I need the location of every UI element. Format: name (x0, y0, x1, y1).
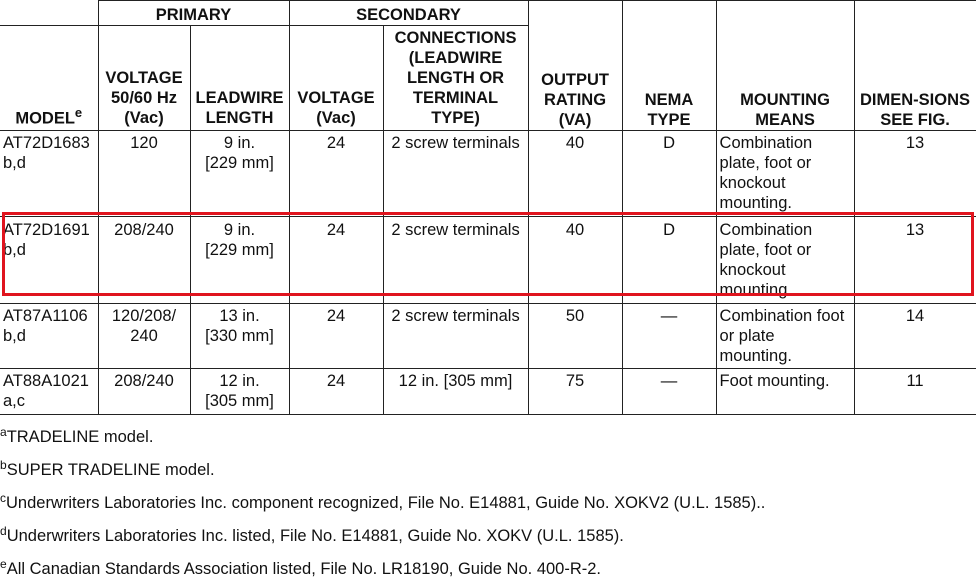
footnotes (0, 418, 765, 583)
model-cell (0, 217, 98, 304)
figure-cell: 13 (854, 217, 976, 304)
figure-cell: 14 (854, 304, 976, 369)
mounting-cell: Combination plate, foot or knockout mounting. (716, 217, 854, 304)
mounting-cell: Combination foot or plate mounting. (716, 304, 854, 369)
footnote-text: SUPER TRADELINE model. (6, 461, 215, 479)
mounting-cell: Combination plate, foot or knockout mounting. (716, 131, 854, 217)
footnote-text: Underwriters Laboratories Inc. listed, File No. E14881, Guide No. XOKV (U.L. 1585). (6, 527, 624, 545)
footnote-mark: d (0, 524, 7, 538)
footnote-mark: b (0, 458, 7, 472)
footnote (0, 550, 765, 583)
primary-header: PRIMARY (98, 1, 289, 26)
mounting-means-header: MOUNTING MEANS (716, 1, 854, 131)
table-row (0, 217, 976, 304)
secondary-header: SECONDARY (289, 1, 528, 26)
leadwire-mm: [330 mm] (205, 327, 274, 345)
header-group-row (0, 1, 976, 26)
figure-cell: 13 (854, 131, 976, 217)
table-row (0, 131, 976, 217)
footnote (0, 517, 765, 550)
model-number: AT88A1021 (3, 372, 89, 390)
connections-cell: 12 in. [305 mm] (383, 369, 528, 415)
primary-voltage-cell: 120/208/ 240 (98, 304, 190, 369)
primary-voltage-cell: 208/240 (98, 369, 190, 415)
table-row (0, 369, 976, 415)
model-header (0, 26, 98, 131)
footnote-mark: c (0, 491, 6, 505)
nema-type-cell: D (622, 217, 716, 304)
model-footnotes: b,d (3, 241, 26, 259)
secondary-voltage-cell: 24 (289, 217, 383, 304)
connections-cell: 2 screw terminals (383, 131, 528, 217)
leadwire-inches: 9 in. (223, 134, 256, 152)
leadwire-cell (190, 304, 289, 369)
leadwire-inches: 12 in. (219, 372, 260, 390)
model-header-footnote-mark: e (74, 104, 83, 120)
output-rating-cell: 40 (528, 217, 622, 304)
footnote-mark: a (0, 425, 7, 439)
model-cell (0, 304, 98, 369)
primary-voltage-header: VOLTAGE 50/60 Hz (Vac) (98, 26, 190, 131)
leadwire-inches: 13 in. (219, 307, 260, 325)
output-rating-cell: 75 (528, 369, 622, 415)
model-header-label: MODEL (15, 109, 75, 127)
secondary-voltage-header: VOLTAGE (Vac) (289, 26, 383, 131)
model-header-spacer (0, 1, 98, 26)
footnote-text: TRADELINE model. (6, 428, 154, 446)
model-number: AT87A1106 (3, 307, 88, 325)
model-footnotes: a,c (3, 392, 26, 410)
model-cell (0, 131, 98, 217)
figure-cell: 11 (854, 369, 976, 415)
footnote-mark: e (0, 557, 7, 571)
connections-cell: 2 screw terminals (383, 304, 528, 369)
connections-cell: 2 screw terminals (383, 217, 528, 304)
footnote-text: All Canadian Standards Association listed, File No. LR18190, Guide No. 400-R-2. (6, 560, 602, 578)
model-footnotes: b,d (3, 154, 26, 172)
secondary-voltage-cell: 24 (289, 131, 383, 217)
model-number: AT72D1683 (3, 134, 90, 152)
connections-header: CONNECTIONS (LEADWIRE LENGTH OR TERMINAL TYPE) (383, 26, 528, 131)
nema-type-cell: D (622, 131, 716, 217)
leadwire-mm: [305 mm] (205, 392, 274, 410)
leadwire-cell (190, 131, 289, 217)
model-footnotes: b,d (3, 327, 26, 345)
output-rating-cell: 50 (528, 304, 622, 369)
footnote (0, 451, 765, 484)
leadwire-inches: 9 in. (223, 221, 256, 239)
nema-type-cell: — (622, 304, 716, 369)
leadwire-mm: [229 mm] (205, 241, 274, 259)
mounting-cell: Foot mounting. (716, 369, 854, 415)
model-cell (0, 369, 98, 415)
secondary-voltage-cell: 24 (289, 369, 383, 415)
leadwire-mm: [229 mm] (205, 154, 274, 172)
leadwire-cell (190, 217, 289, 304)
dimensions-header: DIMEN-SIONS SEE FIG. (854, 1, 976, 131)
leadwire-cell (190, 369, 289, 415)
secondary-voltage-cell: 24 (289, 304, 383, 369)
model-number: AT72D1691 (3, 221, 90, 239)
nema-type-cell: — (622, 369, 716, 415)
footnote-text: Underwriters Laboratories Inc. component recognized, File No. E14881, Guide No. XOKV2 (U.L. 1585).. (6, 494, 766, 512)
primary-voltage-cell: 208/240 (98, 217, 190, 304)
footnote (0, 418, 765, 451)
output-rating-cell: 40 (528, 131, 622, 217)
nema-type-header: NEMA TYPE (622, 1, 716, 131)
leadwire-length-header: LEADWIRE LENGTH (190, 26, 289, 131)
primary-voltage-cell: 120 (98, 131, 190, 217)
output-rating-header: OUTPUT RATING (VA) (528, 1, 622, 131)
footnote (0, 484, 765, 517)
table-row (0, 304, 976, 369)
